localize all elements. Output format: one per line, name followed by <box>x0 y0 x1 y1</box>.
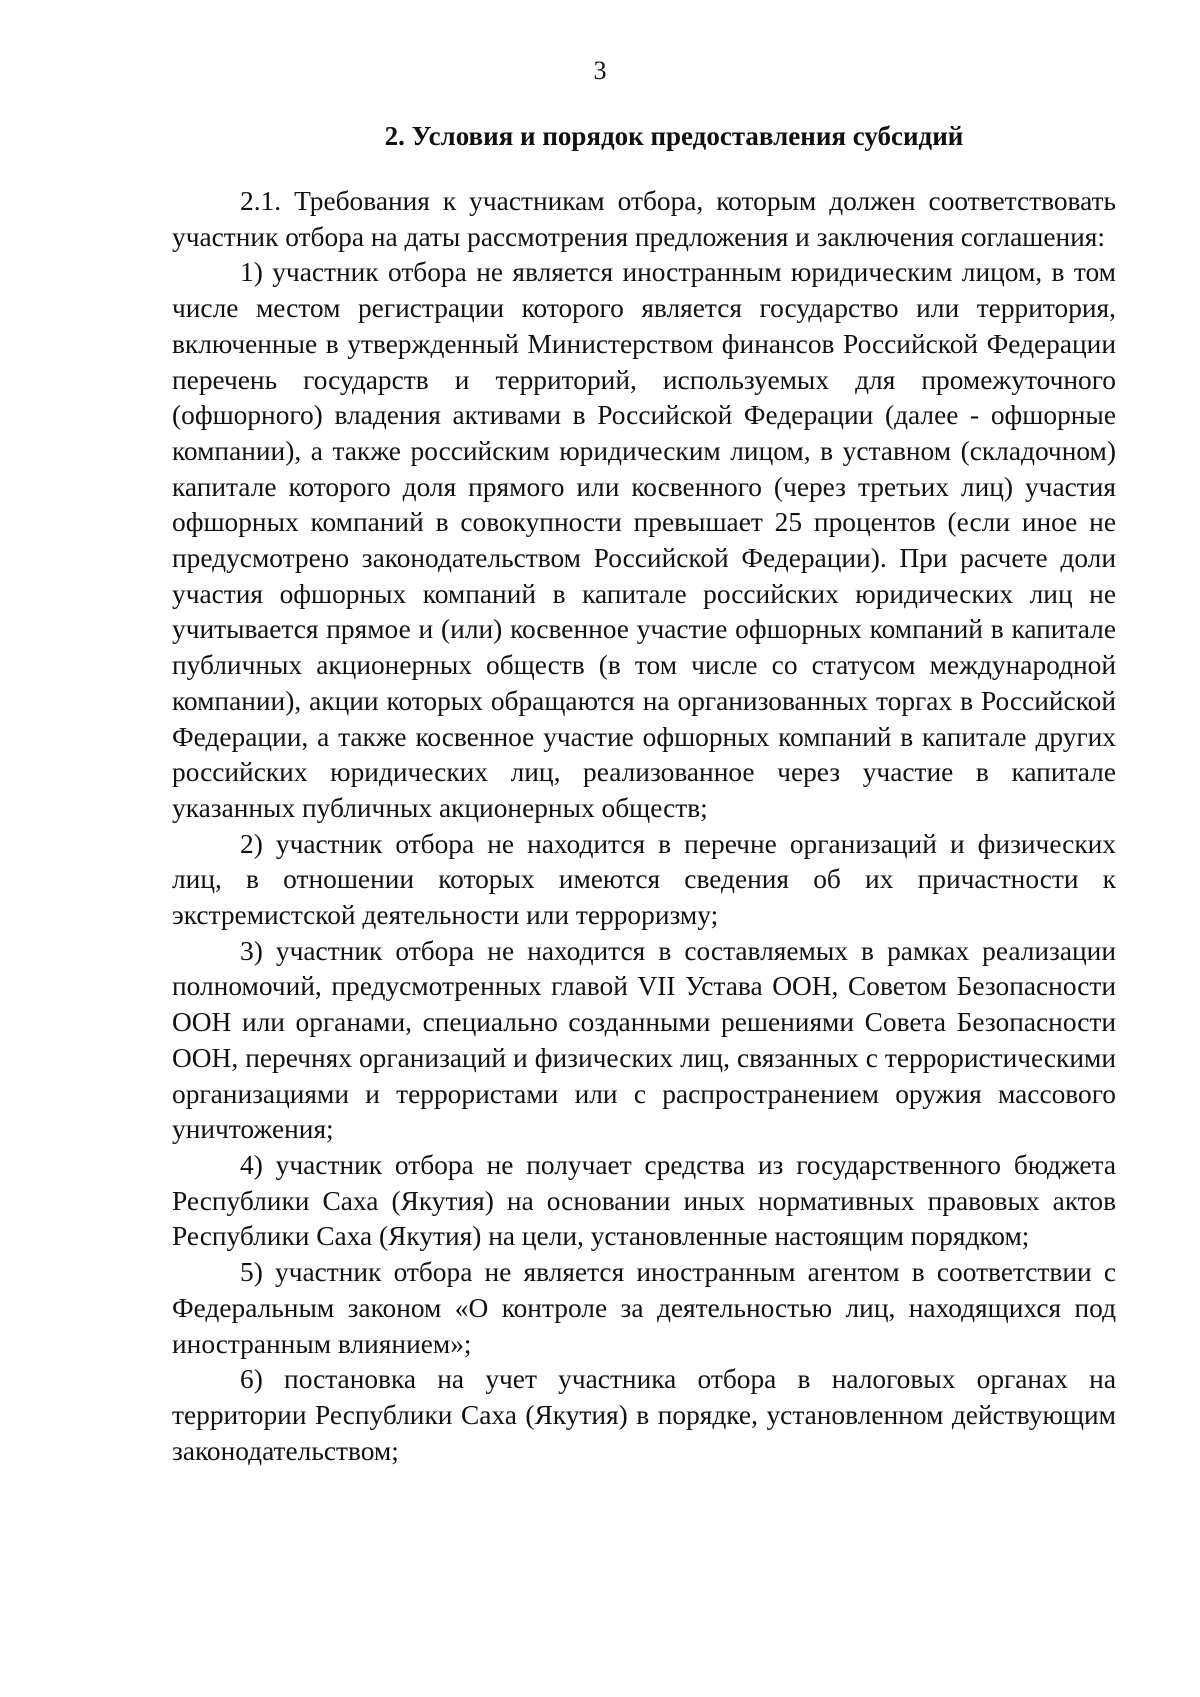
list-item-3: 3) участник отбора не находится в составляемых в рамках реализации полномочий, предусмотренных главой VII Устава ООН, Советом Безопасности ООН или органами, специально созданными решениями Совета Безопасности ООН, перечнях организаций и физических лиц, связанных с террористическими организациями и террористами или с распространением оружия массового уничтожения; <box>172 935 1116 1145</box>
paragraph-2-1: 2.1. Требования к участникам отбора, которым должен соответствовать участник отбора на даты рассмотрения предложения и заключения соглашения: <box>172 186 1116 252</box>
document-body <box>172 118 1116 1469</box>
list-item-2: 2) участник отбора не находится в перечне организаций и физических лиц, в отношении которых имеются сведения об их причастности к экстремистской деятельности или терроризму; <box>172 828 1116 931</box>
list-item-4: 4) участник отбора не получает средства из государственного бюджета Республики Саха (Якутия) на основании иных нормативных правовых актов Республики Саха (Якутия) на цели, установленные настоящим порядком; <box>172 1149 1116 1252</box>
page-number: 3 <box>593 56 607 85</box>
list-item-5: 5) участник отбора не является иностранным агентом в соответствии с Федеральным законом «О контроле за деятельностью лиц, находящихся под иностранным влиянием»; <box>172 1257 1116 1359</box>
list-item-1: 1) участник отбора не является иностранным юридическим лицом, в том числе местом регистрации которого является государство или территория, включенные в утвержденный Министерством финансов Российской Федерации перечень государств и территорий, используемых для промежуточного (офшорного) владения активами в Российской Федерации (далее - офшорные компании), а также российским юридическим лицом, в уставном (складочном) капитале которого доля прямого или косвенного (через третьих лиц) участия офшорных компаний в совокупности превышает 25 процентов (если иное не предусмотрено законодательством Российской Федерации). При расчете доли участия офшорных компаний в капитале российских юридических лиц не учитывается прямое и (или) косвенное участие офшорных компаний в капитале публичных акционерных обществ (в том числе со статусом международной компании), акции которых обращаются на организованных торгах в Российской Федерации, а также косвенное участие офшорных компаний в капитале других российских юридических лиц, реализованное через участие в капитале указанных публичных акционерных обществ; <box>172 257 1116 823</box>
list-item-6: 6) постановка на учет участника отбора в налоговых органах на территории Республики Саха (Якутия) в порядке, установленном действующим законодательством; <box>172 1364 1116 1466</box>
section-title: 2. Условия и порядок предоставления субсидий <box>384 121 964 151</box>
